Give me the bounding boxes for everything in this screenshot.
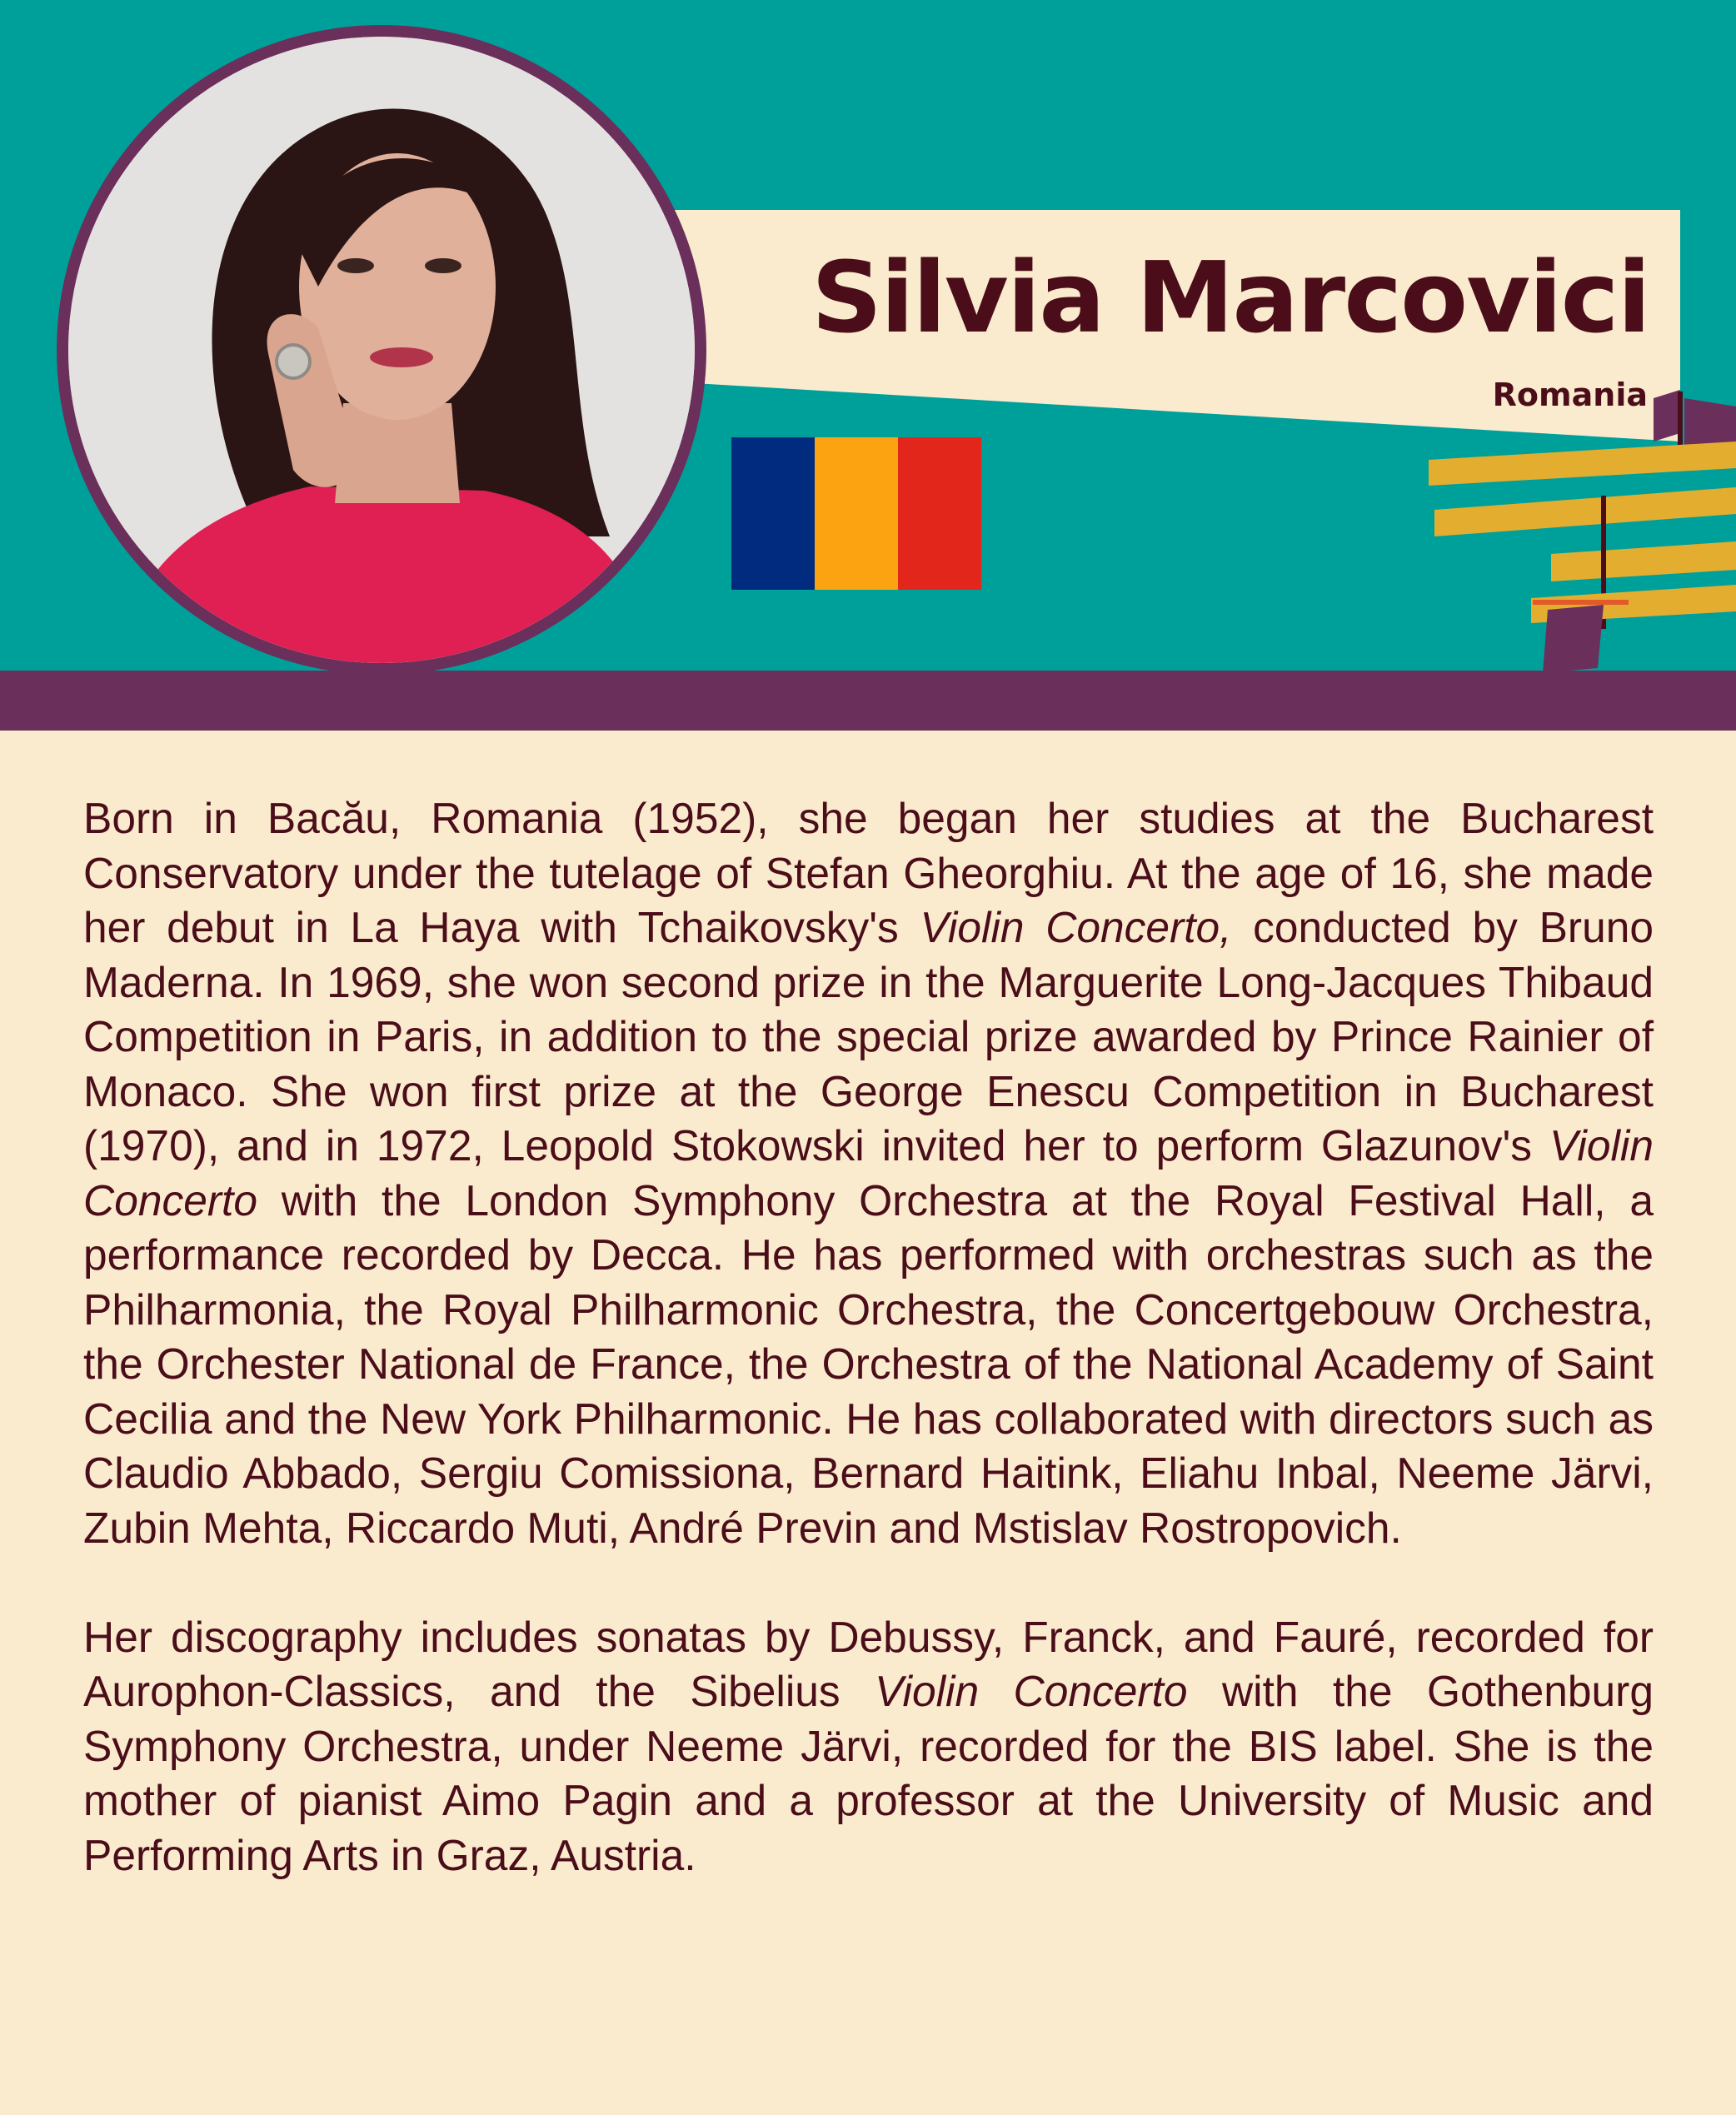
bio-p2-text-2: with the Gothenburg Symphony Orchestra, under Neeme Järvi, recorded for the BIS label. She is the mother of pianist Aimo Pagin and a professor at the University of Music and Performing Arts in Graz, Austria. [83,1667,1654,1879]
bio-p2-italic-1: Violin Concerto [875,1667,1188,1715]
country-label: Romania [1492,377,1648,413]
portrait-photo [68,37,695,663]
bio-paragraph-2 [83,1610,1654,1883]
portrait-frame [57,25,706,675]
deco-gold-bar-2 [1434,487,1736,536]
deco-purple-block-top [1654,390,1680,441]
biography [83,791,1654,1883]
bio-p1-text-2: conducted by Bruno Maderna. In 1969, she won second prize in the Marguerite Long-Jacques Thibaud Competition in Paris, in addition to the special prize awarded by Prince Rainier of Monaco. She won first prize at the George Enescu Competition in Bucharest (1970), and in 1972, Leopold Stokowski invited her to perform Glazunov's [83,903,1654,1170]
bio-p1-text-3: with the London Symphony Orchestra at the Royal Festival Hall, a performance recorded by Decca. He has performed with orchestras such as the Philharmonia, the Royal Philharmonic Orchestra, the Concertgebouw Orchestra, the Orchester National de France, the Orchestra of the National Academy of Saint Cecilia and the New York Philharmonic. He has collaborated with directors such as Claudio Abbado, Sergiu Comissiona, Bernard Haitink, Eliahu Inbal, Neeme Järvi, Zubin Mehta, Riccardo Muti, André Previn and Mstislav Rostropovich. [83,1175,1654,1552]
deco-gold-bar-3 [1551,541,1736,581]
deco-gold-bar-1 [1429,441,1736,486]
bio-p1-italic-2: Violin Concerto [83,1121,1654,1225]
bio-p2-text-1: Her discography includes sonatas by Debussy, Franck, and Fauré, recorded for Aurophon-Classics, and the Sibelius [83,1612,1654,1715]
romania-flag-icon [731,437,981,590]
flag-stripe-red [898,437,981,590]
deco-purple-block-bottom [1543,605,1604,673]
person-name: Silvia Marcovici [811,240,1649,355]
flag-stripe-yellow [815,437,898,590]
bio-paragraph-1 [83,791,1654,1555]
bio-p1-text-1: Born in Bacău, Romania (1952), she began her studies at the Bucharest Conservatory under the tutelage of Stefan Gheorghiu. At the age of 16, she made her debut in La Haya with Tchaikovsky's [83,794,1654,951]
bio-p1-italic-1: Violin Concerto, [920,903,1232,951]
flag-stripe-blue [731,437,815,590]
